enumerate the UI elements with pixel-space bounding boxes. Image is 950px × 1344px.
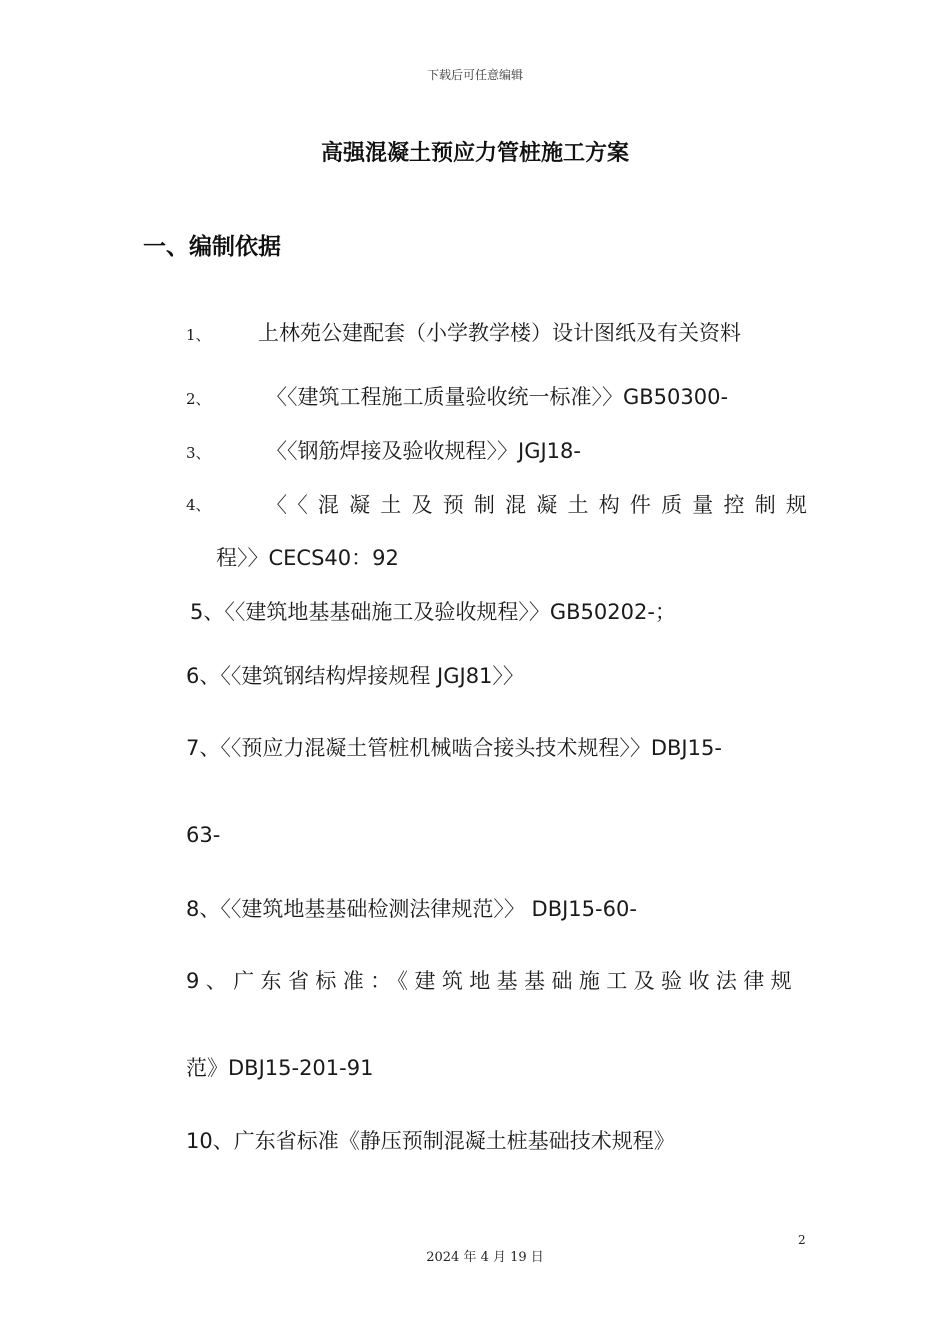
list-item: 8、〈〈建筑地基基础检测法律规范〉〉 DBJ15-60- xyxy=(186,897,637,921)
list-item-continuation: 63- xyxy=(186,823,221,847)
list-item xyxy=(186,436,581,468)
list-item xyxy=(186,490,818,520)
list-item-text: 上林苑公建配套（小学教学楼）设计图纸及有关资料 xyxy=(258,321,741,345)
footer-date: 2024 年 4 月 19 日 xyxy=(426,1250,544,1265)
list-item xyxy=(186,318,741,350)
list-item: 10、广东省标准《静压预制混凝土桩基础技术规程》 xyxy=(186,1129,675,1153)
list-item-continuation: 范》DBJ15-201-91 xyxy=(186,1056,374,1080)
header-note: 下载后可任意编辑 xyxy=(426,68,523,82)
list-item: 6、〈〈建筑钢结构焊接规程 JGJ81〉〉 xyxy=(186,664,524,688)
list-item: 7、〈〈预应力混凝土管桩机械啮合接头技术规程〉〉DBJ15- xyxy=(186,736,722,760)
list-item-text: 〈〈混凝土及预制混凝土构件质量控制规 xyxy=(266,493,818,517)
page-number: 2 xyxy=(798,1233,806,1247)
list-item xyxy=(186,382,728,414)
list-item-number: 4、 xyxy=(186,496,211,514)
list-item-continuation: 程〉〉CECS40：92 xyxy=(216,546,399,570)
document-title: 高强混凝土预应力管桩施工方案 xyxy=(320,141,629,166)
list-item-number: 2、 xyxy=(186,390,211,408)
list-item: 9、广东省标准：《建筑地基基础施工及验收法律规 xyxy=(186,969,799,993)
list-item-text: 〈〈建筑工程施工质量验收统一标准〉〉GB50300- xyxy=(266,385,729,409)
list-item: 5、〈〈建筑地基基础施工及验收规程〉〉GB50202-； xyxy=(190,600,676,624)
list-item-number: 3、 xyxy=(186,444,211,462)
section-heading: 一、编制依据 xyxy=(143,234,281,260)
list-item-text: 〈〈钢筋焊接及验收规程〉〉JGJ18- xyxy=(266,439,581,463)
list-item-number: 1、 xyxy=(186,326,211,344)
